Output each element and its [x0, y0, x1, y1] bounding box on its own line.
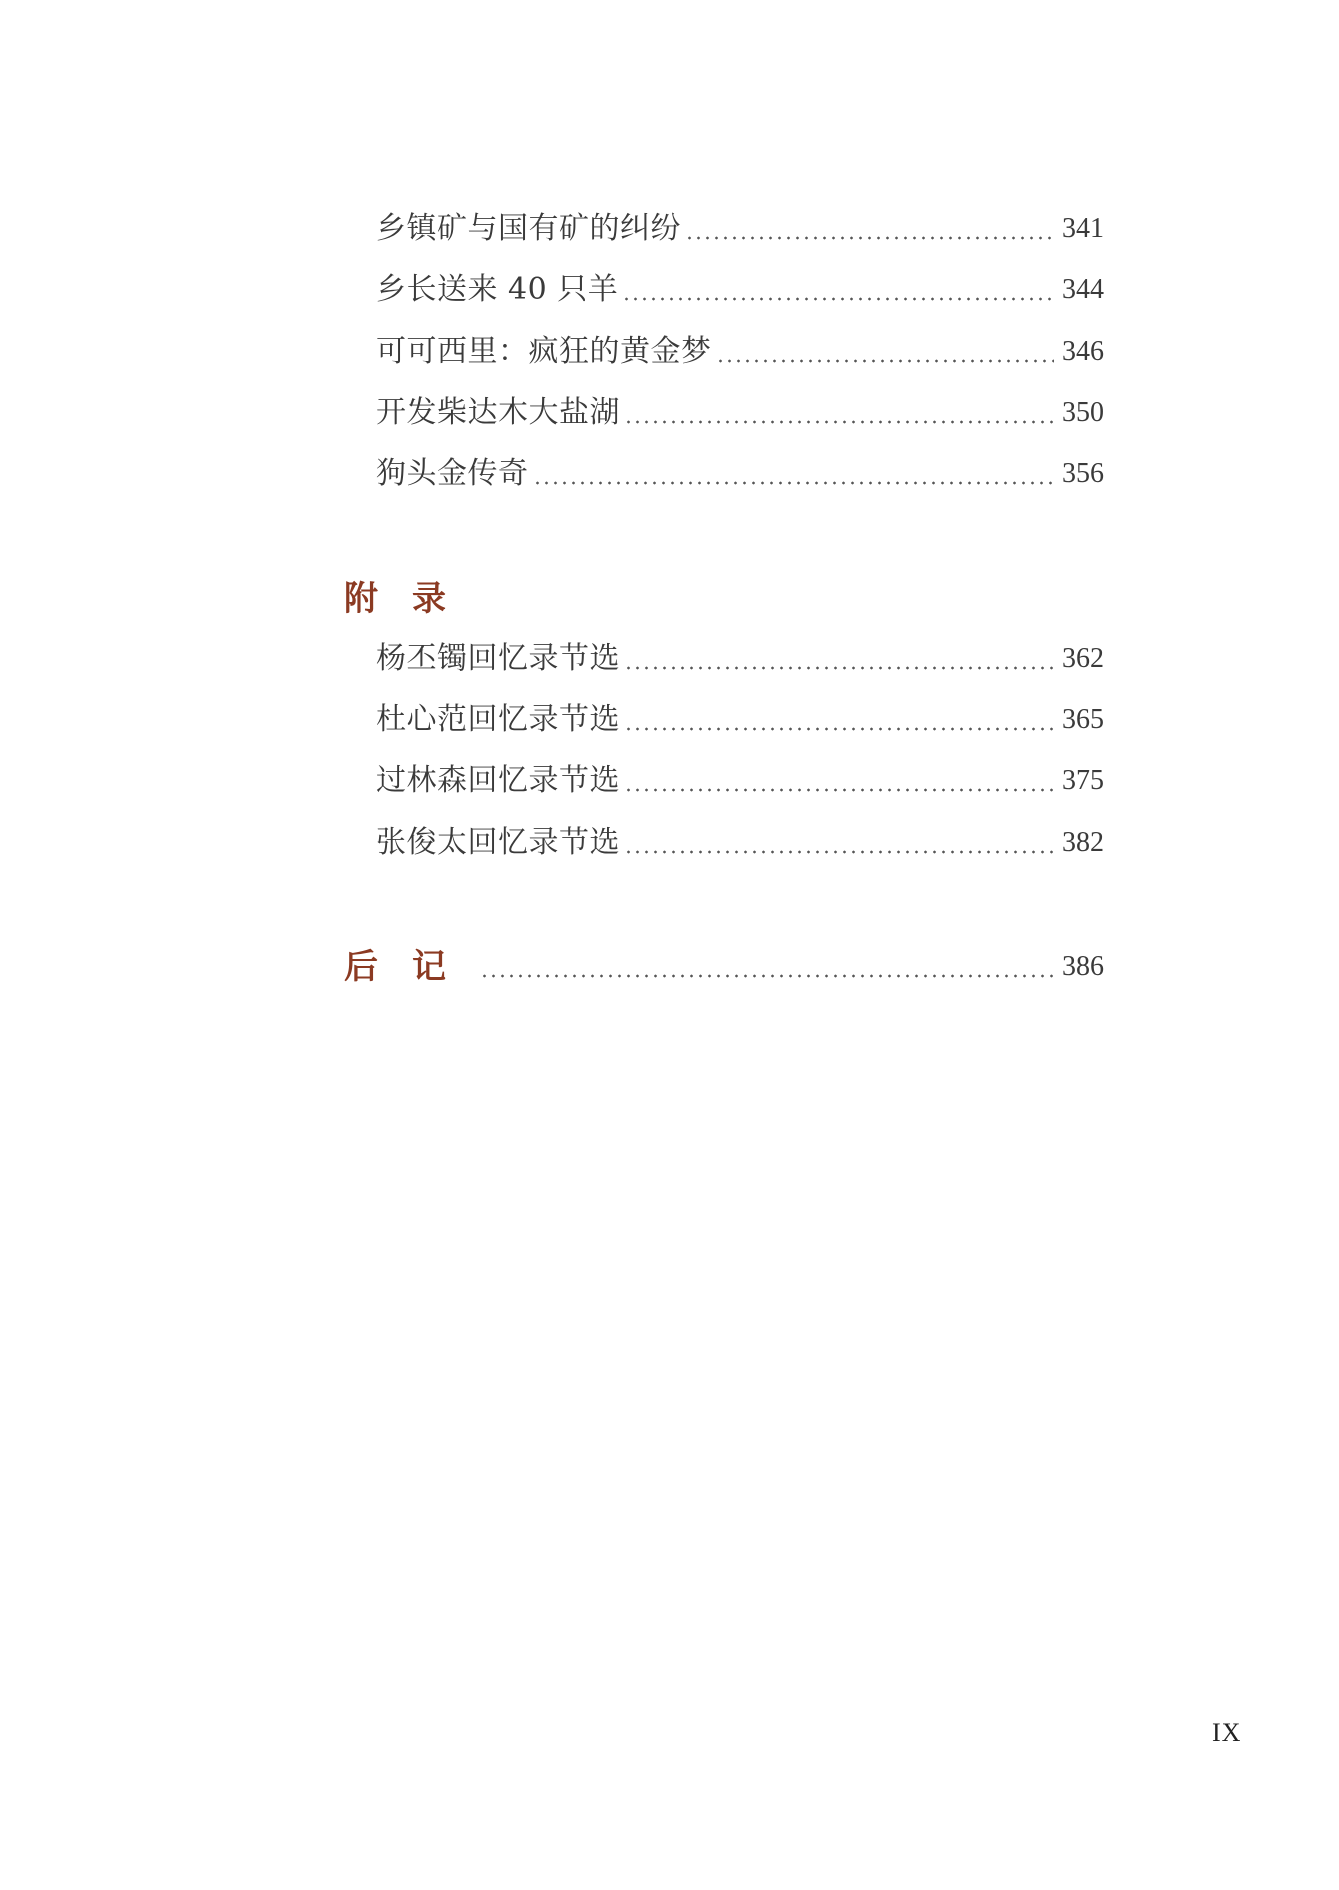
toc-entry-page: 356 [1062, 458, 1104, 489]
toc-entry-title: 狗头金传奇 [376, 456, 529, 491]
dot-leader [685, 236, 1054, 240]
dot-leader [624, 788, 1054, 792]
toc-entry-title: 乡长送来 40 只羊 [376, 272, 619, 307]
toc-entry[interactable] [376, 207, 1104, 251]
toc-entry-page: 365 [1062, 704, 1104, 735]
toc-entry-page: 382 [1062, 827, 1104, 858]
toc-entry-title: 过林森回忆录节选 [376, 763, 620, 798]
dot-leader [480, 974, 1054, 978]
toc-entry-page: 346 [1062, 336, 1104, 367]
toc-entry-title: 杜心范回忆录节选 [376, 702, 620, 737]
toc-entry-page: 341 [1062, 213, 1104, 244]
toc-entry[interactable] [376, 330, 1104, 374]
dot-leader [624, 850, 1054, 854]
toc-entry-page: 362 [1062, 643, 1104, 674]
toc-entry[interactable] [376, 759, 1104, 803]
dot-leader [624, 666, 1054, 670]
toc-entry-title: 乡镇矿与国有矿的纠纷 [376, 211, 681, 246]
toc-entry-title: 开发柴达木大盐湖 [376, 395, 620, 430]
toc-entry[interactable] [376, 268, 1104, 312]
toc-entry-title: 张俊太回忆录节选 [376, 825, 620, 860]
toc-entry[interactable] [376, 452, 1104, 496]
toc-entry-title: 杨丕镯回忆录节选 [376, 641, 620, 676]
dot-leader [716, 359, 1055, 363]
toc-entry[interactable] [376, 391, 1104, 435]
toc-entry[interactable] [376, 637, 1104, 681]
dot-leader [624, 420, 1054, 424]
dot-leader [622, 297, 1054, 301]
appendix-heading[interactable]: 附录 [344, 579, 480, 619]
toc-entry-page: 350 [1062, 397, 1104, 428]
toc-entry-page: 344 [1062, 274, 1104, 305]
afterword-entry[interactable] [344, 942, 1104, 992]
toc-entry[interactable] [376, 821, 1104, 865]
afterword-title: 后记 [344, 947, 480, 987]
toc-entry-title: 可可西里：疯狂的黄金梦 [376, 334, 712, 369]
afterword-page: 386 [1062, 951, 1104, 982]
toc-entry-page: 375 [1062, 765, 1104, 796]
dot-leader [533, 481, 1055, 485]
dot-leader [624, 727, 1054, 731]
page-folio: IX [1212, 1718, 1242, 1747]
toc-entry[interactable] [376, 698, 1104, 742]
